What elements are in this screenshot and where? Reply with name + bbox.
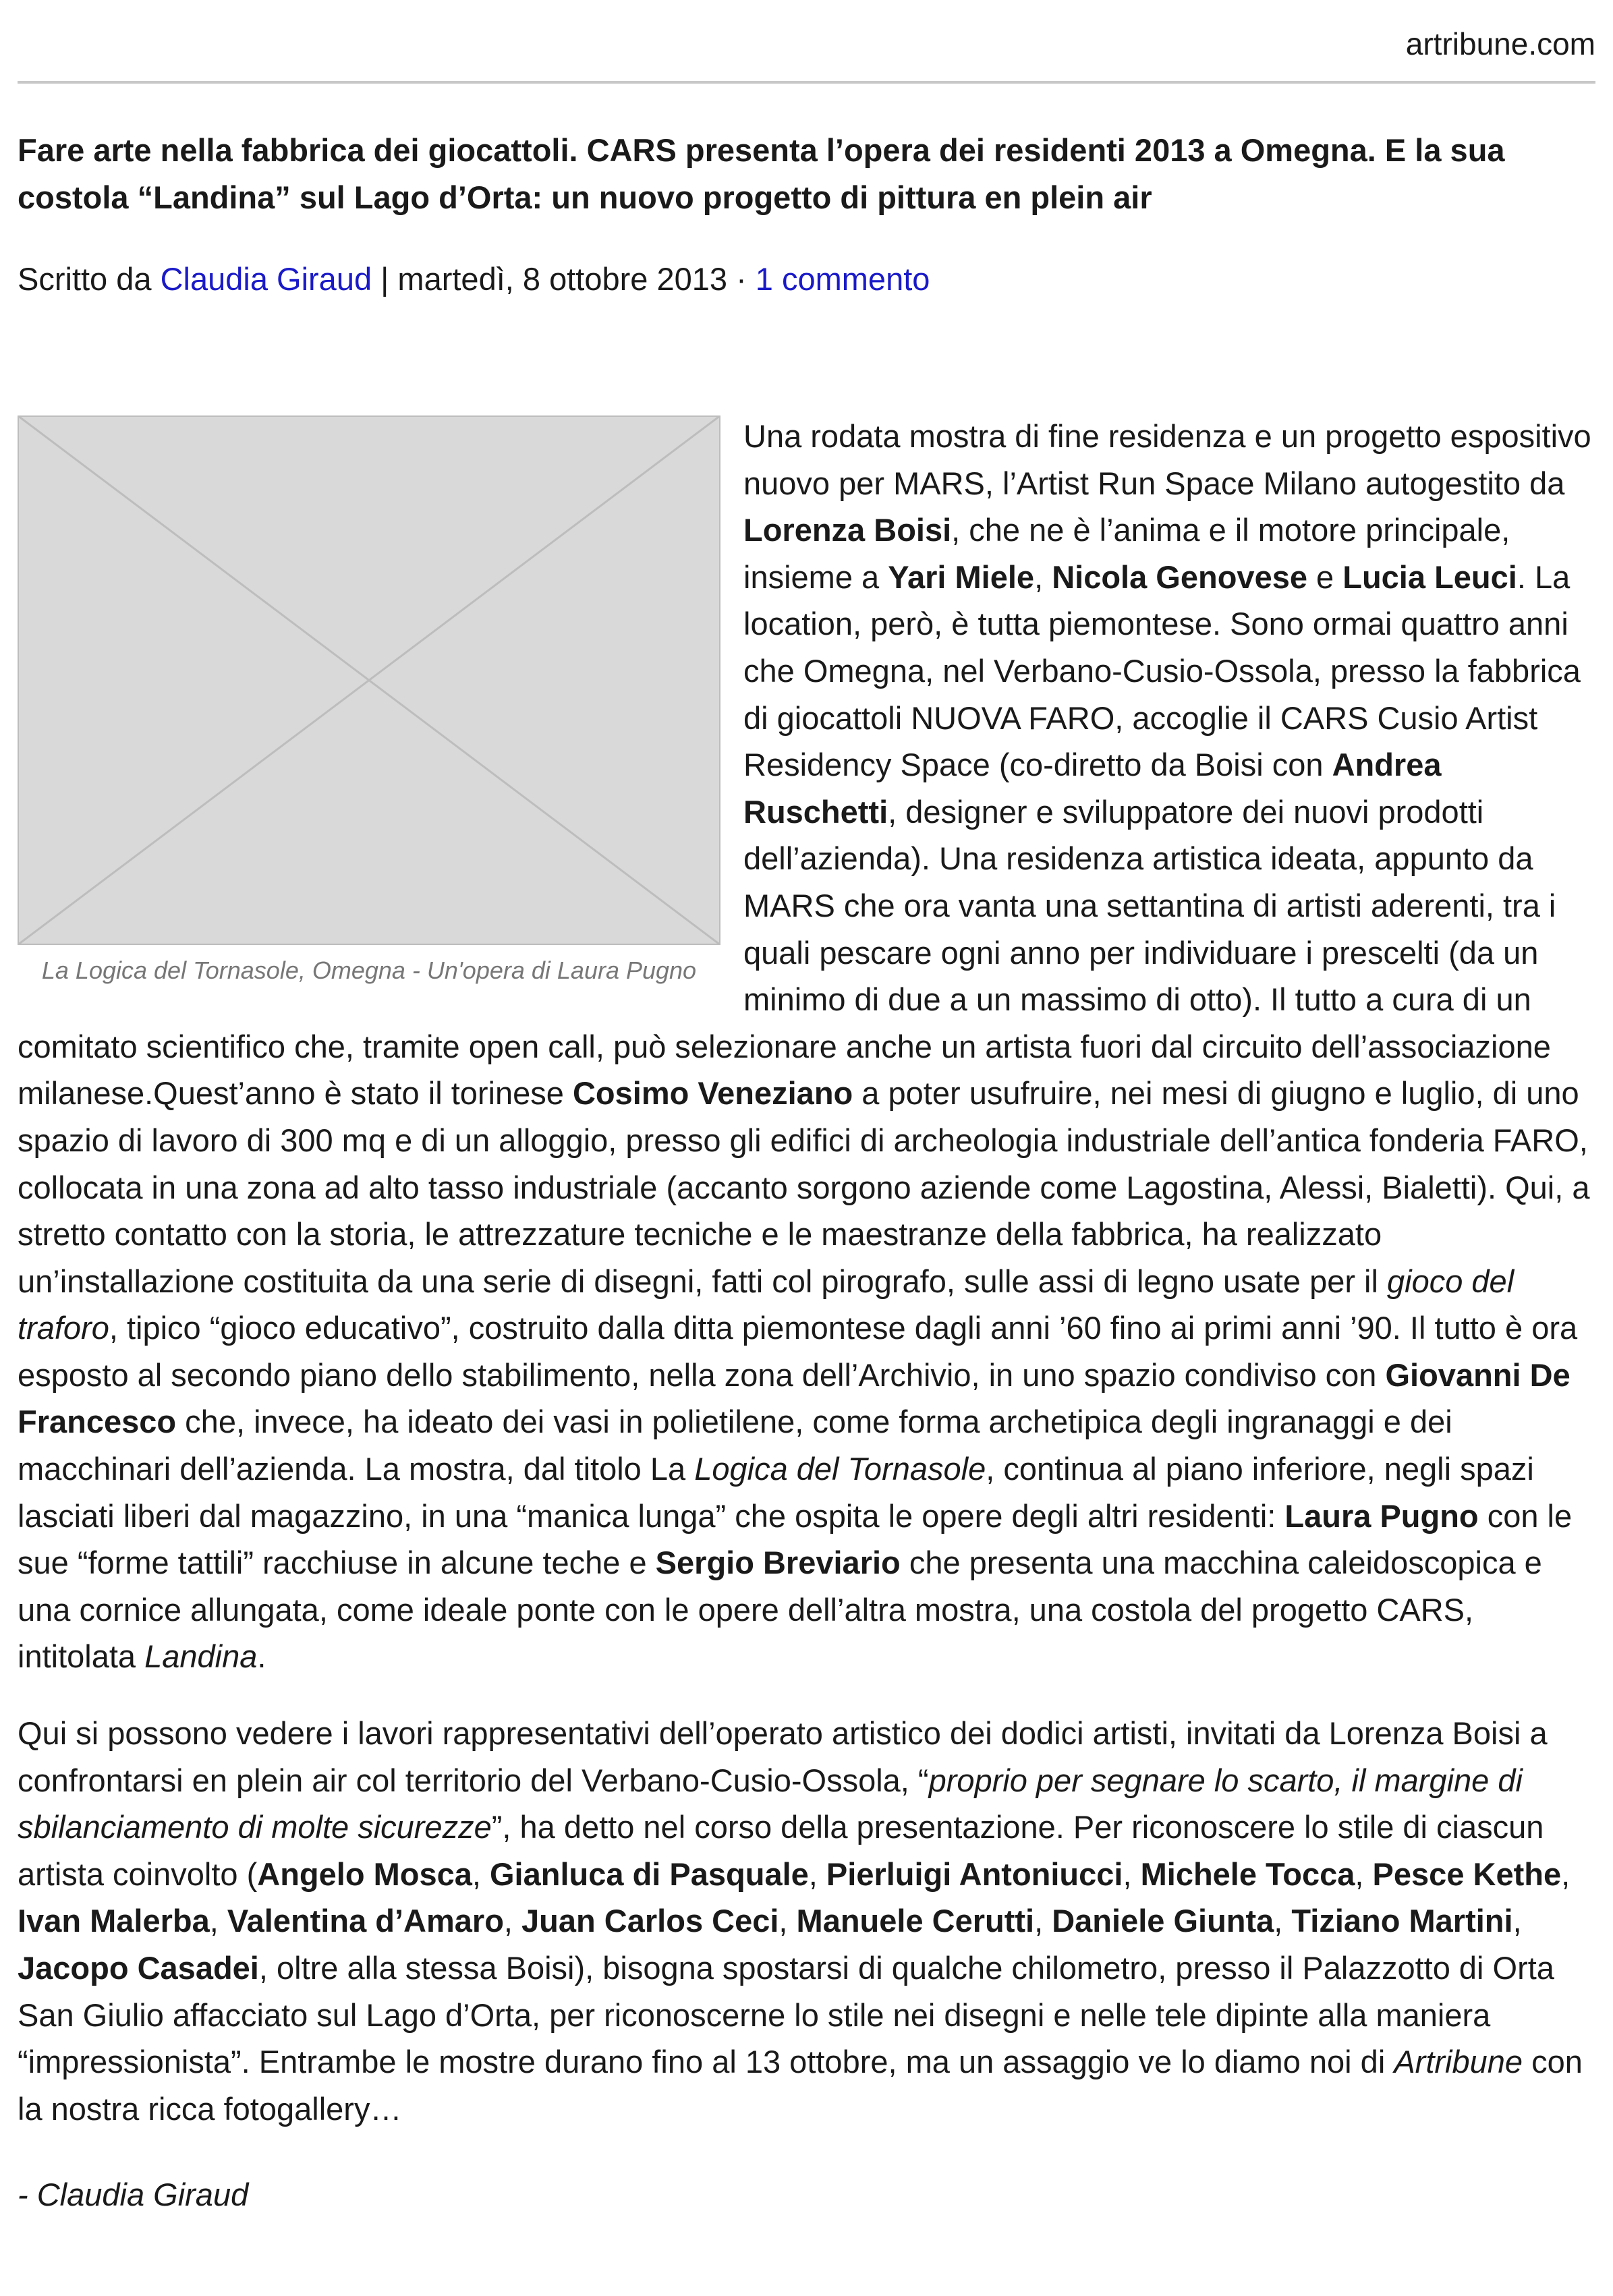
bold-name: Giovanni De Francesco (18, 1356, 1570, 1440)
text-run: , (1561, 1856, 1570, 1892)
text-run: e (1307, 558, 1343, 595)
header-divider (18, 81, 1595, 84)
text-run: , oltre alla stessa Boisi), bisogna spostarsi di qualche chilometro, presso il Palazzotto di Orta San Giulio affacciato sul Lago d’Orta, per riconoscerne lo stile nei disegni e nelle tele dipinte alla maniera “impressionista”. Entrambe le mostre durano fino al 13 ottobre, ma un assaggio ve lo diamo noi di (18, 1950, 1554, 2080)
bold-name: Manuele Cerutti (796, 1903, 1035, 1939)
bold-name: Ivan Malerba (18, 1903, 210, 1939)
text-run: , (209, 1903, 227, 1939)
bold-name: Daniele Giunta (1052, 1903, 1274, 1939)
site-name: artribune.com (1405, 26, 1595, 61)
text-run: con la nostra ricca fotogallery… (18, 2044, 1583, 2127)
bold-name: Juan Carlos Ceci (521, 1903, 779, 1939)
bold-name: Michele Tocca (1140, 1856, 1355, 1892)
text-run: , (472, 1856, 490, 1892)
text-run: , (779, 1903, 797, 1939)
text-run: , che ne è l’anima e il motore principale, insieme a (743, 512, 1510, 595)
text-run: a poter usufruire, nei mesi di giugno e luglio, di uno spazio di lavoro di 300 mq e di un alloggio, presso gli edifici di archeologia industriale dell’antica fonderia FARO, collocata in una zona ad alto tasso industriale (accanto sorgono aziende come Lagostina, Alessi, Bialetti). Qui, a stretto contatto con la storia, le attrezzature tecniche e le maestranze della fabbrica, ha realizzato un’installazione costituita da una serie di disegni, fatti col pirografo, sulle assi di legno usate per il (18, 1075, 1590, 1299)
text-run: , (1123, 1856, 1141, 1892)
author-link[interactable]: Claudia Giraud (160, 261, 372, 297)
text-run: , (1355, 1856, 1373, 1892)
byline (18, 259, 930, 299)
article-title: Fare arte nella fabbrica dei giocattoli. CARS presenta l’opera dei residenti 2013 a Omegna. E la sua costola “Landina” sul Lago d’Orta: un nuovo progetto di pittura en plein air (18, 132, 1505, 215)
bold-name: Lucia Leuci (1342, 558, 1517, 595)
bold-name: Gianluca di Pasquale (490, 1856, 809, 1892)
text-run: Qui si possono vedere i lavori rappresentativi dell’operato artistico dei dodici artisti, invitati da Lorenza Boisi a confrontarsi en plein air col territorio del Verbano-Cusio-Ossola, “ (18, 1715, 1548, 1798)
article-photo (18, 415, 720, 945)
text-run: che, invece, ha ideato dei vasi in polietilene, come forma archetipica degli ingranaggi e dei macchinari dell’azienda. La mostra, dal titolo La (18, 1404, 1452, 1487)
bold-name: Angelo Mosca (257, 1856, 472, 1892)
bold-name: Andrea Ruschetti (743, 747, 1442, 830)
text-run: , (1274, 1903, 1292, 1939)
article-body (18, 413, 1596, 2218)
italic-text: gioco del traforo (18, 1263, 1515, 1346)
bold-name: Lorenza Boisi (743, 512, 952, 548)
text-run: , (808, 1856, 826, 1892)
bold-name: Valentina d’Amaro (227, 1903, 504, 1939)
text-run: con le sue “forme tattili” racchiuse in alcune teche e (18, 1497, 1573, 1581)
bold-name: Pesce Kethe (1372, 1856, 1562, 1892)
italic-text: Artribune (1394, 2044, 1523, 2080)
text-run: , continua al piano inferiore, negli spazi lasciati liberi dal magazzino, in una “manica lunga” che ospita le opere degli altri residenti: (18, 1451, 1534, 1534)
bold-name: Yari Miele (888, 558, 1035, 595)
text-run: . La location, però, è tutta piemontese. Sono ormai quattro anni che Omegna, nel Verbano-Cusio-Ossola, presso la fabbrica di giocattoli NUOVA FARO, accoglie il CARS Cusio Artist Residency Space (co-diretto da Boisi con (743, 558, 1581, 783)
text-run: che presenta una macchina caleidoscopica e una cornice allungata, come ideale ponte con le opere dell’altra mostra, una costola del progetto CARS, intitolata (18, 1545, 1542, 1675)
publish-date: | martedì, 8 ottobre 2013 · (372, 261, 756, 297)
bold-name: Nicola Genovese (1052, 558, 1307, 595)
bold-name: Sergio Breviario (655, 1545, 901, 1581)
italic-text: proprio per segnare lo scarto, il margine di sbilanciamento di molte sicurezze (18, 1762, 1523, 1845)
text-run: , (503, 1903, 522, 1939)
italic-text: Logica del Tornasole (694, 1451, 986, 1487)
text-run: , tipico “gioco educativo”, costruito dalla ditta piemontese dagli anni ’60 fino ai primi anni ’90. Il tutto è ora esposto al secondo piano dello stabilimento, nella zona dell’Archivio, in uno spazio condiviso con (18, 1310, 1578, 1393)
bold-name: Jacopo Casadei (18, 1950, 259, 1986)
bold-name: Cosimo Veneziano (572, 1075, 853, 1112)
italic-text: Landina (144, 1638, 258, 1675)
article-figure (18, 415, 720, 984)
text-run: Una rodata mostra di fine residenza e un progetto espositivo nuovo per MARS, l’Artist Run Space Milano autogestito da (743, 418, 1591, 501)
text-run: , (1034, 1903, 1052, 1939)
text-run: . (257, 1638, 266, 1675)
text-run: , designer e sviluppatore dei nuovi prodotti dell’azienda). Una residenza artistica ideata, appunto da MARS che ora vanta una settantina di artisti aderenti, tra i quali pescare ogni anno per individuare i prescelti (da un minimo di due a un massimo di otto). Il tutto a cura di un comitato scientifico che, tramite open call, può selezionare anche un artista fuori dal circuito dell’associazione milanese.Quest’anno è stato il torinese (18, 793, 1556, 1112)
text-run: , (1034, 558, 1052, 595)
bold-name: Laura Pugno (1284, 1497, 1479, 1534)
comments-link[interactable]: 1 commento (755, 261, 930, 297)
byline-prefix: Scritto da (18, 261, 161, 297)
text-run: ”, ha detto nel corso della presentazione. Per riconoscere lo stile di ciascun artista coinvolto ( (18, 1809, 1544, 1892)
author-signature: - Claudia Giraud (18, 2177, 249, 2213)
bold-name: Tiziano Martini (1291, 1903, 1513, 1939)
bold-name: Pierluigi Antoniucci (826, 1856, 1123, 1892)
paragraph-2 (18, 1710, 1596, 2132)
image-caption: La Logica del Tornasole, Omegna - Un'opera di Laura Pugno (41, 956, 697, 984)
text-run: , (1512, 1903, 1522, 1939)
